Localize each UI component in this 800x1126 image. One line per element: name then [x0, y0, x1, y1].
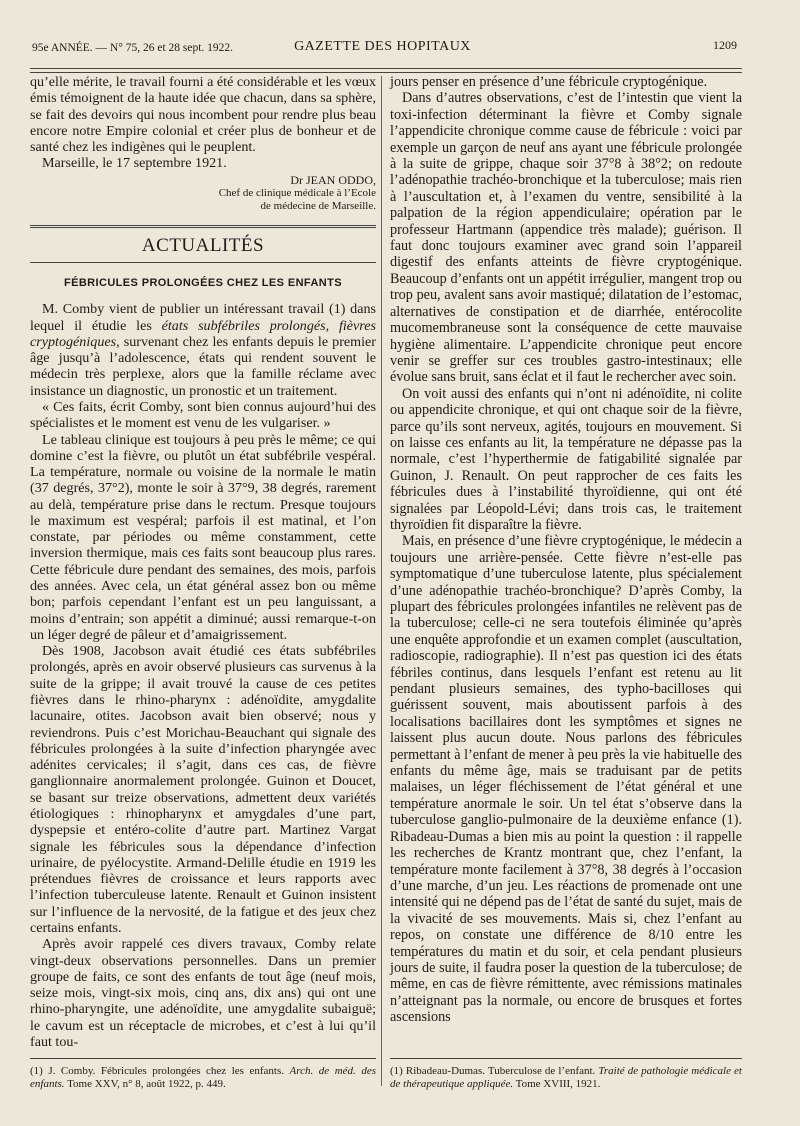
signature-title-1: Chef de clinique médicale à l’Ecole [218, 186, 376, 199]
footnote-rule [30, 1058, 376, 1059]
signature [30, 174, 376, 213]
article-title: FÉBRICULES PROLONGÉES CHEZ LES ENFANTS [63, 276, 342, 289]
section-title: ACTUALITÉS [141, 234, 265, 256]
intro-paragraph: qu’elle mérite, le travail fourni a été considérable et les vœux émis témoignent de la haute idée que chacun, dans sa sphère, se fait des devoirs qui nous incombent pour rendre plus beau encore notre Empire colonial et créer plus de bonheur et de santé chez les indigènes qui le peuplent. [30, 74, 376, 156]
right-paragraph-2: Dans d’autres observations, c’est de l’intestin que vient la toxi-infection déterminant la fièvre et Comby signale l’appendicite chronique comme cause de fébricule : voici par exemple un garçon de neuf ans ayant une fébricule prolongée à la suite de grippe, chaque soir 37°8 à 38°2; on redoute l’adénopathie trachéo-bronchique et la tuberculose; mais rien à l’auscultation et, à l’examen du ventre, sensibilité à la palpation de la région appendiculaire; opération par le professeur Hartmann (appendice très malade); guérison. Il faut donc toujours examiner avec grand soin l’appareil digestif des enfants atteints de fièvre cryptogénique. Beaucoup d’enfants ont un appétit irrégulier, mangent trop ou trop peu, avalent sans avoir mastiqué; dilatation de l’estomac, alternatives de constipation et de diarrhée, entérocolite mucomembraneuse sont la conséquence de cette mauvaise hygiène alimentaire. L’appendicite chronique peut encore venir se greffer sur ces troubles gastro-intestinaux; elle évolue sans bruit, sans éclat et il faut le rechercher avec soin. [390, 90, 742, 386]
right-paragraph-1: jours penser en présence d’une fébricule cryptogénique. [390, 74, 708, 90]
right-column [390, 74, 742, 1026]
header-issue: 95e ANNÉE. — N° 75, 26 et 28 sept. 1922. [32, 42, 234, 54]
right-paragraph-4: Mais, en présence d’une fièvre cryptogénique, le médecin a toujours une arrière-pensée. Cette fièvre n’est-elle pas symptomatique d’une tuberculose latente, plus spécialement d’une adénopathie trachéo-bronchique? D’après Comby, la plupart des fébricules prolongées infantiles ne relèvent pas de la tuberculose; celle-ci ne sera toutefois éliminée qu’après une enquête approfondie et un examen complet (auscultation, radioscopie, radiographie). Il n’est pas question ici des états fébriles continus, dans lesquels l’enfant est retenu au lit pendant plusieurs semaines, des typho-bacilloses qui guérissent souvent, mais aboutissent parfois à des localisations bacillaires dont les symptômes et signes ne laissent plus aucun doute. Nous parlons des fébricules permettant à l’enfant de mener à peu près la vie habituelle des enfants du même âge, mais se traduisant par de petits malaises, un léger fléchissement de l’état général et une température anormale le soir. Un tel état s’observe dans la tuberculose ganglio-pulmonaire de la deuxième enfance (1). Ribadeau-Dumas a bien mis au point la question : il rappelle les recherches de Krantz montrant que, chez l’enfant, la température monte facilement à 37°8, 38 degrés à l’occasion d’une marche, d’un jeu. Les réactions de promenade ont une intensité qui ne dépend pas de l’état de santé du sujet, mais de la vivacité de ses mouvements. Mais si, chez l’enfant au repos, on constate une différence de 8/10 entre les températures du matin et du soir, et cela pendant plusieurs jours de suite, il faudra poser la question de la tuberculose; de même, en cas de fièvre rémittente, avec rémissions matinales n’atteignant pas la normale, ou encore de brusques et fortes ascensions [390, 533, 742, 1026]
article-paragraph-2: « Ces faits, écrit Comby, sont bien connus aujourd’hui des spécialistes et le moment est venu de les vulgariser. » [30, 398, 376, 432]
header-journal-title: GAZETTE DES HOPITAUX [294, 39, 471, 54]
column-divider [381, 76, 382, 1086]
header-rule-2 [30, 72, 742, 73]
article-paragraph-5: Après avoir rappelé ces divers travaux, Comby relate vingt-deux observations personnelles. Dans un premier groupe de faits, ce sont des enfants de tout âge (neuf mois, seize mois, vingt-six mois, cinq ans, dix ans) qui ont une rhino-pharyngite, une adénoïdite, une amygdalite subaiguë; le cavum est un réceptacle de microbes, et c’est à lui qu’il faut tou- [30, 936, 376, 1050]
footnote-rule [390, 1058, 742, 1059]
footnote-right: (1) Ribadeau-Dumas. Tuberculose de l’enfant. Traité de pathologie médicale et de thérapeutique appliquée. Tome XVIII, 1921. [390, 1058, 742, 1091]
signature-title-2: de médecine de Marseille. [260, 199, 376, 212]
header-rule [30, 68, 742, 69]
section-title-rule [30, 262, 376, 263]
article-paragraph-3: Le tableau clinique est toujours à peu près le même; ce qui domine c’est la fièvre, ou plutôt un état subfébrile vespéral. La température, normale ou voisine de la normale le matin (37 degrés, 37°2), monte le soir à 37°9, 38 degrés, rarement au delà, température prise dans le rectum. Presque toujours le maximum est vespéral; parfois il est matinal, et l’on constate, par périodes ou même constamment, cette inversion thermique, mais ces faits sont beaucoup plus rares. Cette fébricule dure pendant des semaines, des mois, parfois des années. Avec cela, un état général assez bon ou même bon; parfois cependant l’enfant est un peu languissant, a moins d’entrain; son appétit a diminué; aussi remarque-t-on un léger degré de pâleur et d’amaigrissement. [30, 431, 376, 643]
section-divider [30, 225, 376, 228]
footnote-left: (1) J. Comby. Fébricules prolongées chez les enfants. Arch. de méd. des enfants. Tome XXV, n° 8, août 1922, p. 449. [30, 1058, 376, 1091]
signature-name: Dr JEAN ODDO, [290, 172, 376, 187]
article-paragraph-1: M. Comby vient de publier un intéressant travail (1) dans lequel il étudie les états subfébriles prolongés, fièvres cryptogéniques, survenant chez les enfants depuis le premier âge jusqu’à l’adolescence, états qui rendent souvent le médecin très perplexe, alors que la famille réclame avec insistance un diagnostic, un pronostic et un traitement. [30, 301, 376, 399]
running-header [30, 36, 735, 58]
left-column [30, 74, 376, 1050]
header-page-number: 1209 [713, 38, 737, 52]
dateline: Marseille, le 17 septembre 1921. [42, 155, 227, 172]
right-paragraph-3: On voit aussi des enfants qui n’ont ni adénoïdite, ni colite ou appendicite chronique, et qui ont chaque soir de la fièvre, parce qu’ils sont nerveux, agités, toujours en mouvement. Si on laisse ces enfants au lit, la température ne dépasse pas la normale, c’est l’hyperthermie de fatigabilité signalée par Guinon, J. Renault. On peut rapprocher de ces faits les fébricules dues à l’instabilité thyroïdienne, qui ont été signalées par Léopold-Lévi; dans trois cas, le traitement thyroïdien fit disparaître la fièvre. [390, 385, 742, 533]
article-paragraph-4: Dès 1908, Jacobson avait étudié ces états subfébriles prolongés, après en avoir observé plusieurs cas survenus à la suite de la grippe; il avait trouvé la cause de ces petites fièvres dans le rhino-pharynx : adénoïdite, amygdalite lacunaire, otites. Jacobson avait bien observé; nous y reviendrons. Puis c’est Morichau-Beauchant qui signale des fébricules prolongées à la suite d’infection pharyngée avec adénites cervicales; il s’agit, dans ces cas, de fièvre ganglionnaire anormalement prolongée. Guinon et Doucet, se basant sur treize observations, admettent deux variétés étiologiques : rhinopharynx et amygdales d’une part, dyspepsie et entéro-colite d’autre part. Martinez Vargat signale les fébricules sous la dépendance d’infection urinaire, de pyélocystite. Armand-Delille étudie en 1919 les prétendues fièvres de croissance et leurs rapports avec l’infection tuberculeuse latente. Renault et Guinon insistent sur l’influence de la nervosité, de la fatigue et des jeux chez certains enfants. [30, 643, 376, 936]
